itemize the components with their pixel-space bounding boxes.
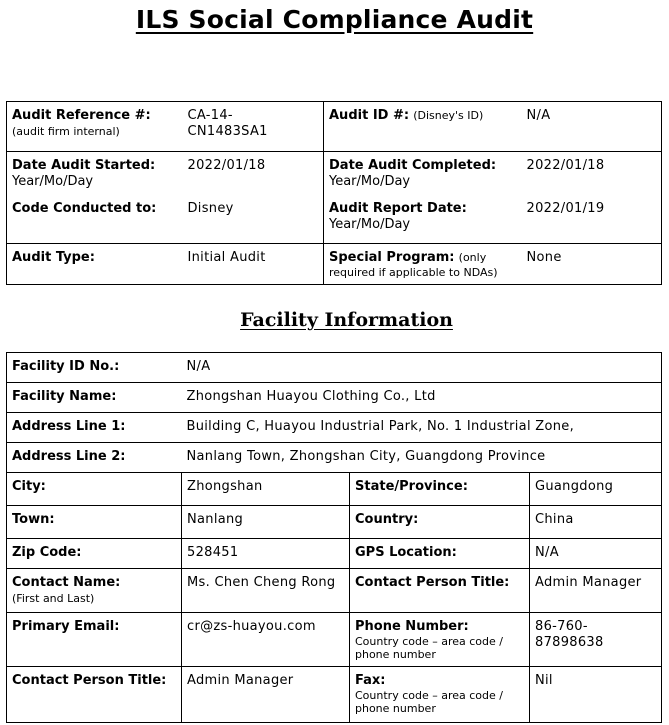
country-value: China (535, 512, 574, 527)
table-row (7, 413, 662, 443)
contact-title2-label-cell (7, 667, 182, 723)
report-date-value: 2022/01/19 (526, 201, 605, 216)
audit-id-label: Audit ID #: (329, 108, 410, 123)
contact-title-value-cell (530, 569, 662, 613)
zip-code-label: Zip Code: (12, 545, 82, 560)
facility-name-value-cell (182, 383, 662, 413)
date-started-label: Date Audit Started: (12, 158, 156, 173)
state-label: State/Province: (355, 479, 468, 494)
primary-email-label: Primary Email: (12, 619, 120, 634)
audit-id-value-cell (522, 102, 662, 152)
table-row (7, 152, 662, 196)
fax-value-cell (530, 667, 662, 723)
city-label-cell (7, 473, 182, 506)
audit-type-label-cell (7, 243, 183, 284)
audit-reference-sub: (audit firm internal) (12, 125, 120, 138)
contact-title-label: Contact Person Title: (355, 575, 510, 590)
country-label: Country: (355, 512, 419, 527)
table-row (7, 383, 662, 413)
code-conducted-label: Code Conducted to: (12, 201, 157, 216)
gps-label-cell (350, 539, 530, 569)
zip-value-cell (182, 539, 350, 569)
table-row (7, 443, 662, 473)
phone-value-cell (530, 613, 662, 667)
address-line1-value: Building C, Huayou Industrial Park, No. 1 Industrial Zone, (186, 419, 575, 434)
fax-sub-line1: Country code – area code / (355, 689, 503, 702)
gps-location-label: GPS Location: (355, 545, 457, 560)
address-line2-label: Address Line 2: (12, 449, 126, 464)
town-value-cell (182, 506, 350, 539)
email-value-cell (182, 613, 350, 667)
city-value-cell (182, 473, 350, 506)
country-label-cell (350, 506, 530, 539)
special-program-sub-line2: required if applicable to NDAs) (329, 265, 498, 279)
address2-label-cell (7, 443, 182, 473)
contact-person-title-value: Admin Manager (187, 673, 294, 688)
address-line1-label: Address Line 1: (12, 419, 126, 434)
gps-value-cell (530, 539, 662, 569)
contact-title-value: Admin Manager (535, 575, 642, 590)
table-row (7, 102, 662, 152)
audit-details-table (6, 101, 662, 285)
address1-label-cell (7, 413, 182, 443)
contact-name-sub: (First and Last) (12, 592, 95, 605)
table-row (7, 569, 662, 613)
special-program-value: None (526, 249, 562, 265)
document-title: ILS Social Compliance Audit (135, 5, 534, 34)
state-value: Guangdong (535, 479, 614, 494)
town-value: Nanlang (187, 512, 244, 527)
phone-number-sub-line2: phone number (355, 648, 436, 661)
facility-information-heading: Facility Information (240, 309, 453, 331)
contact-name-value: Ms. Chen Cheng Rong (187, 575, 336, 590)
audit-reference-label: Audit Reference #: (12, 108, 151, 123)
address1-value-cell (182, 413, 662, 443)
zip-code-value: 528451 (187, 545, 239, 560)
table-row (7, 539, 662, 569)
state-label-cell (350, 473, 530, 506)
facility-id-value: N/A (186, 359, 211, 374)
code-label-cell (7, 195, 183, 243)
date-started-value: 2022/01/18 (187, 158, 266, 173)
audit-type-value: Initial Audit (187, 249, 266, 265)
contact-name-value-cell (182, 569, 350, 613)
report-date-label-cell (324, 195, 522, 243)
facility-name-value: Zhongshan Huayou Clothing Co., Ltd (186, 389, 436, 404)
audit-reference-value-cell (183, 102, 324, 152)
date-completed-label: Date Audit Completed: (329, 158, 497, 173)
special-program-value-cell (522, 243, 662, 284)
contact-title-label-cell (350, 569, 530, 613)
country-value-cell (530, 506, 662, 539)
facility-name-label-cell (7, 383, 182, 413)
date-completed-label-cell (324, 152, 522, 196)
contact-person-title-label: Contact Person Title: (12, 673, 167, 688)
zip-label-cell (7, 539, 182, 569)
town-label: Town: (12, 512, 55, 527)
date-completed-unit: Year/Mo/Day (329, 174, 411, 189)
address-line2-value: Nanlang Town, Zhongshan City, Guangdong Province (186, 449, 546, 464)
audit-id-value: N/A (526, 108, 551, 123)
date-completed-value: 2022/01/18 (526, 158, 605, 173)
city-label: City: (12, 479, 46, 494)
audit-reference-value-line1: CA-14- (187, 108, 233, 123)
table-row (7, 243, 662, 284)
phone-number-sub-line1: Country code – area code / (355, 635, 503, 648)
special-program-label: Special Program: (329, 249, 455, 265)
report-date-unit: Year/Mo/Day (329, 217, 411, 232)
facility-id-value-cell (182, 353, 662, 383)
table-row (7, 506, 662, 539)
phone-number-value-line2: 87898638 (535, 635, 604, 650)
report-date-value-cell (522, 195, 662, 243)
code-value-cell (183, 195, 324, 243)
audit-reference-value-line2: CN1483SA1 (187, 124, 268, 139)
state-value-cell (530, 473, 662, 506)
town-label-cell (7, 506, 182, 539)
contact-name-label: Contact Name: (12, 575, 121, 590)
report-date-label: Audit Report Date: (329, 201, 467, 216)
facility-id-label-cell (7, 353, 182, 383)
date-started-label-cell (7, 152, 183, 196)
contact-name-label-cell (7, 569, 182, 613)
audit-type-label: Audit Type: (12, 249, 95, 265)
code-conducted-value: Disney (187, 201, 234, 216)
phone-label-cell (350, 613, 530, 667)
special-program-label-cell (324, 243, 522, 284)
special-program-sub-line1: (only (458, 250, 487, 264)
audit-reference-label-cell (7, 102, 183, 152)
facility-name-label: Facility Name: (12, 389, 117, 404)
fax-label: Fax: (355, 673, 386, 688)
table-row (7, 613, 662, 667)
phone-number-label: Phone Number: (355, 619, 469, 634)
fax-value: Nil (535, 673, 553, 688)
date-started-value-cell (183, 152, 324, 196)
date-started-unit: Year/Mo/Day (12, 174, 94, 189)
table-row (7, 353, 662, 383)
facility-id-label: Facility ID No.: (12, 359, 120, 374)
audit-id-label-cell (324, 102, 522, 152)
email-label-cell (7, 613, 182, 667)
city-value: Zhongshan (187, 479, 263, 494)
fax-sub-line2: phone number (355, 702, 436, 715)
audit-type-value-cell (183, 243, 324, 284)
contact-title2-value-cell (182, 667, 350, 723)
table-row (7, 195, 662, 243)
date-completed-value-cell (522, 152, 662, 196)
facility-info-table (6, 352, 662, 723)
gps-location-value: N/A (535, 545, 559, 560)
address2-value-cell (182, 443, 662, 473)
fax-label-cell (350, 667, 530, 723)
phone-number-value-line1: 86-760- (535, 619, 588, 634)
table-row (7, 667, 662, 723)
table-row (7, 473, 662, 506)
primary-email-value: cr@zs-huayou.com (187, 619, 316, 634)
audit-id-sub: (Disney's ID) (413, 109, 484, 122)
